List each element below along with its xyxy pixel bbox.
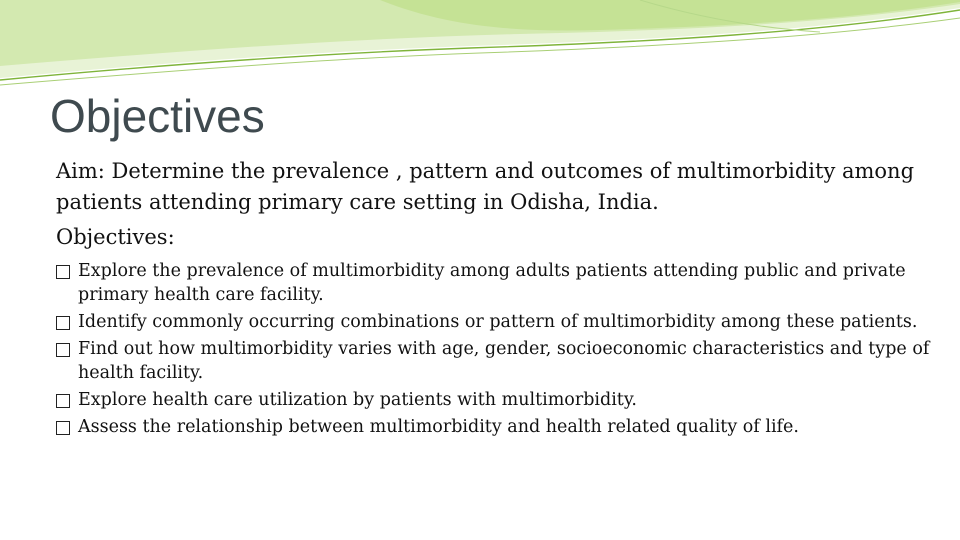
list-item xyxy=(56,259,936,307)
checkbox-bullet-icon xyxy=(56,421,70,435)
objectives-heading: Objectives: xyxy=(56,225,175,249)
objectives-list xyxy=(56,259,936,439)
checkbox-bullet-icon xyxy=(56,316,70,330)
checkbox-bullet-icon xyxy=(56,343,70,357)
aim-text: Aim: Determine the prevalence , pattern and outcomes of multimorbidity among patients attending primary care setting in Odisha, India. xyxy=(56,159,915,214)
header-wave-decoration xyxy=(0,0,960,100)
list-item xyxy=(56,337,936,385)
objective-text: Find out how multimorbidity varies with age, gender, socioeconomic characteristics and type of health facility. xyxy=(78,339,930,383)
objective-text: Explore health care utilization by patients with multimorbidity. xyxy=(78,390,637,410)
list-item xyxy=(56,310,936,334)
checkbox-bullet-icon xyxy=(56,265,70,279)
slide-title: Objectives xyxy=(50,90,265,142)
objective-text: Assess the relationship between multimorbidity and health related quality of life. xyxy=(78,417,799,437)
list-item xyxy=(56,415,936,439)
list-item xyxy=(56,388,936,412)
objective-text: Explore the prevalence of multimorbidity among adults patients attending public and private primary health care facility. xyxy=(78,261,906,305)
objective-text: Identify commonly occurring combinations or pattern of multimorbidity among these patients. xyxy=(78,312,918,332)
slide-body xyxy=(56,156,936,442)
checkbox-bullet-icon xyxy=(56,394,70,408)
